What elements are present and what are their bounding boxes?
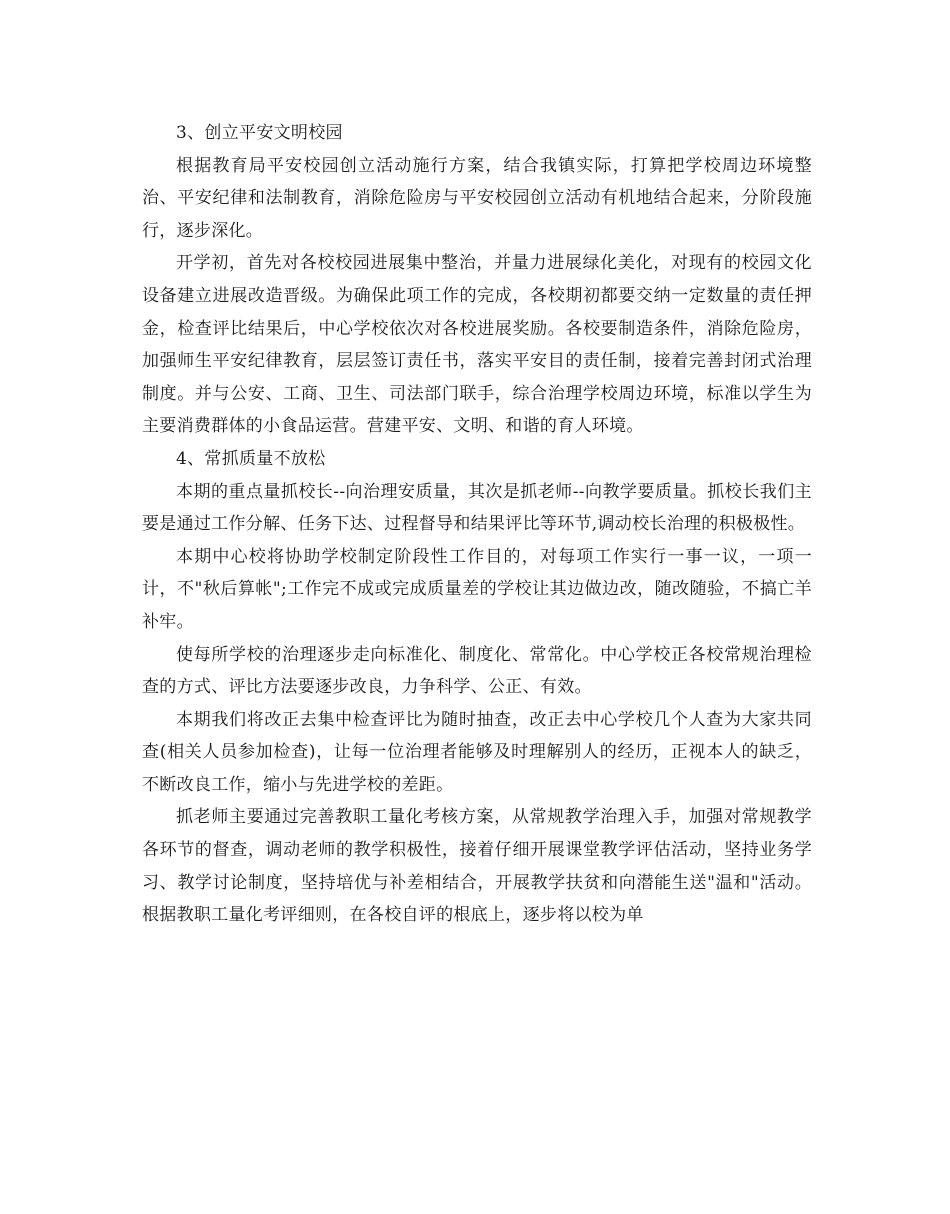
section-heading-3: 3、创立平安文明校园 xyxy=(176,123,343,143)
paragraph: 使每所学校的治理逐步走向标准化、制度化、常常化。中心学校正各校常规治理检查的方式、评比方法要逐步改良，力争科学、公正、有效。 xyxy=(142,644,812,698)
paragraph: 本期的重点量抓校长--向治理安质量，其次是抓老师--向教学要质量。抓校长我们主要是通过工作分解、任务下达、过程督导和结果评比等环节,调动校长治理的积极极性。 xyxy=(142,481,812,535)
paragraph: 开学初，首先对各校校园进展集中整治，并量力进展绿化美化，对现有的校园文化设备建立进展改造晋级。为确保此项工作的完成，各校期初都要交纳一定数量的责任押金，检查评比结果后，中心学校依次对各校进展奖励。各校要制造条件，消除危险房，加强师生平安纪律教育，层层签订责任书，落实平安目的责任制，接着完善封闭式治理制度。并与公安、工商、卫生、司法部门联手，综合治理学校周边环境，标准以学生为主要消费群体的小食品运营。营建平安、文明、和谐的育人环境。 xyxy=(142,253,812,437)
paragraph: 本期中心校将协助学校制定阶段性工作目的，对每项工作实行一事一议，一项一计，不"秋后算帐";工作完不成或完成质量差的学校让其边做边改，随改随验，不搞亡羊补牢。 xyxy=(142,546,812,632)
document-body xyxy=(142,117,812,932)
paragraph: 根据教育局平安校园创立活动施行方案，结合我镇实际，打算把学校周边环境整治、平安纪律和法制教育，消除危险房与平安校园创立活动有机地结合起来，分阶段施行，逐步深化。 xyxy=(142,155,812,241)
paragraph: 抓老师主要通过完善教职工量化考核方案，从常规教学治理入手，加强对常规教学各环节的督查，调动老师的教学积极性，接着仔细开展课堂教学评估活动，坚持业务学习、教学讨论制度，坚持培优与补差相结合，开展教学扶贫和向潜能生送"温和"活动。根据教职工量化考评细则，在各校自评的根底上，逐步将以校为单 xyxy=(142,807,812,926)
paragraph: 本期我们将改正去集中检查评比为随时抽查，改正去中心学校几个人查为大家共同查(相关人员参加检查)，让每一位治理者能够及时理解别人的经历，正视本人的缺乏，不断改良工作，缩小与先进学校的差距。 xyxy=(142,709,812,795)
section-heading-4: 4、常抓质量不放松 xyxy=(176,448,326,469)
